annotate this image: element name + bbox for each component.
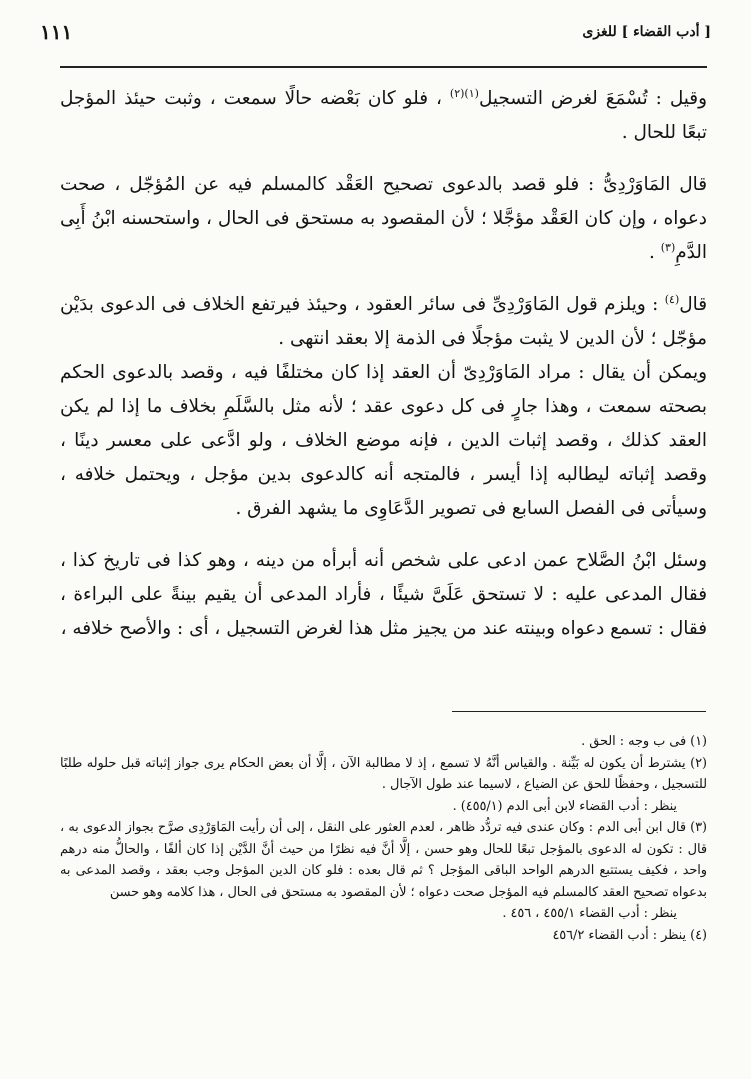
footnote-3-reference: ينظر : أدب القضاء ٤٥٥/١ ، ٤٥٦ .: [502, 906, 677, 921]
page-header: [40, 14, 711, 50]
footnote-marker: (٤): [664, 292, 680, 306]
footnote-3: (٣) قال ابن أبى الدم : وكان عندى فيه تردُّد ظاهر ، لعدم العثور على النقل ، إلى أن رأيت المَاوَرْدِى صرَّح بجواز الدعوى به ، قال : تكون له الدعوى بالمؤجل تبعًا للحال وهو حسن ، إلَّا أنَّ فيه نظرًا من حيث أنَّ الدَّيْن إذا كان ألفًا ، والحالُّ منه درهم واحد ، فكيف يستتبع الدرهم الواحد الباقى المؤجل ؟ ثم قال بعده : فلو كان الدين المؤجل وجب بعقد ، وقصد المدعى به بدعواه تصحيح العقد كالمسلم فيه المؤجل صحت دعواه ؛ لأن المقصود به مستحق فى الحال ، هذا كلامه وهو حسن: [60, 820, 707, 900]
footnote-1: (١) فى ب وجه : الحق .: [581, 734, 707, 749]
footnote-2-reference: ينظر : أدب القضاء لابن أبى الدم (٤٥٥/١) .: [452, 798, 677, 814]
paragraph-2: قال المَاوَرْدِىُّ : فلو قصد بالدعوى تصحيح العَقْد كالمسلم فيه عن المُؤجّل ، صحت دعواه ، وإن كان العَقْد مؤجَّلا ؛ لأن المقصود به مستحق فى الحال ، واستحسنه ابْنُ أَبِى الدَّمِ$^{(٣)}$ .: [60, 174, 707, 263]
main-text: [60, 82, 707, 664]
paragraph-4: ويمكن أن يقال : مراد المَاوَرْدِىّ أن العقد إذا كان مختلفًا فيه ، وقصد بالدعوى الحكم بصحته سمعت ، وهذا جارٍ فى كل دعوى عقد ؛ لأنه مثل بالسَّلَمِ بخلاف ما إذا لم يكن العقد كذلك ، وقصد إثبات الدين ، فإنه موضع الخلاف ، ولو ادَّعى على معسر دينًا ، وقصد إثباته ليطالبه إذا أيسر ، فالمتجه أنه كالدعوى بدين مؤجل ، ويحتمل خلافه ، وسيأتى فى الفصل السابع فى تصوير الدَّعَاوِى ما يشهد الفرق .: [60, 362, 707, 519]
footnote-4: (٤) ينظر : أدب القضاء ٤٥٦/٢: [552, 927, 707, 943]
paragraph-1: وقيل : تُسْمَعَ لغرض التسجيل$^{(١)(٢)}$ ، فلو كان بَعْضه حالًا سمعت ، وثبت حيئذ المؤجل تبعًا للحال .: [60, 86, 707, 143]
footnote-marker: (١)(٢): [449, 86, 479, 100]
footnote-marker: (٣): [660, 240, 676, 254]
header-rule: [60, 66, 707, 68]
paragraph-3: قال$^{(٤)}$ : ويلزم قول المَاوَرْدِىِّ فى سائر العقود ، وحيئذ فيرتفع الخلاف فى الدعوى بدَيْن مؤجّل ؛ لأن الدين لا يثبت مؤجلًا فى الذمة إلا بعقد انتهى .: [60, 292, 707, 349]
running-title: [ أدب القضاء ] للغزى: [582, 24, 711, 40]
footnote-2: (٢) يشترط أن يكون له بَيِّنة . والقياس أنَّهُ لا تسمع ، إذ لا مطالبة الآن ، إلَّا أن بعض الحكام يرى جواز إثباته قبل حلوله طلبًا للتسجيل ، وحفظًا للحق عن الضياع ، لاسيما عند طول الآجال .: [60, 755, 707, 792]
page-number: ١١١: [40, 20, 73, 44]
paragraph-5: وسئل ابْنُ الصَّلاح عمن ادعى على شخص أنه أبرأه من دينه ، وهو كذا فى تاريخ كذا ، فقال المدعى عليه : لا تستحق عَلَىَّ شيئًا ، فأراد المدعى أن يقيم بينةً على البراءة ، فقال : تسمع دعواه وبينته عند من يجيز مثل هذا لغرض التسجيل ، أى : والأصح خلافه ،: [60, 550, 707, 639]
footnote-rule: [452, 711, 706, 712]
footnotes: [60, 731, 707, 946]
